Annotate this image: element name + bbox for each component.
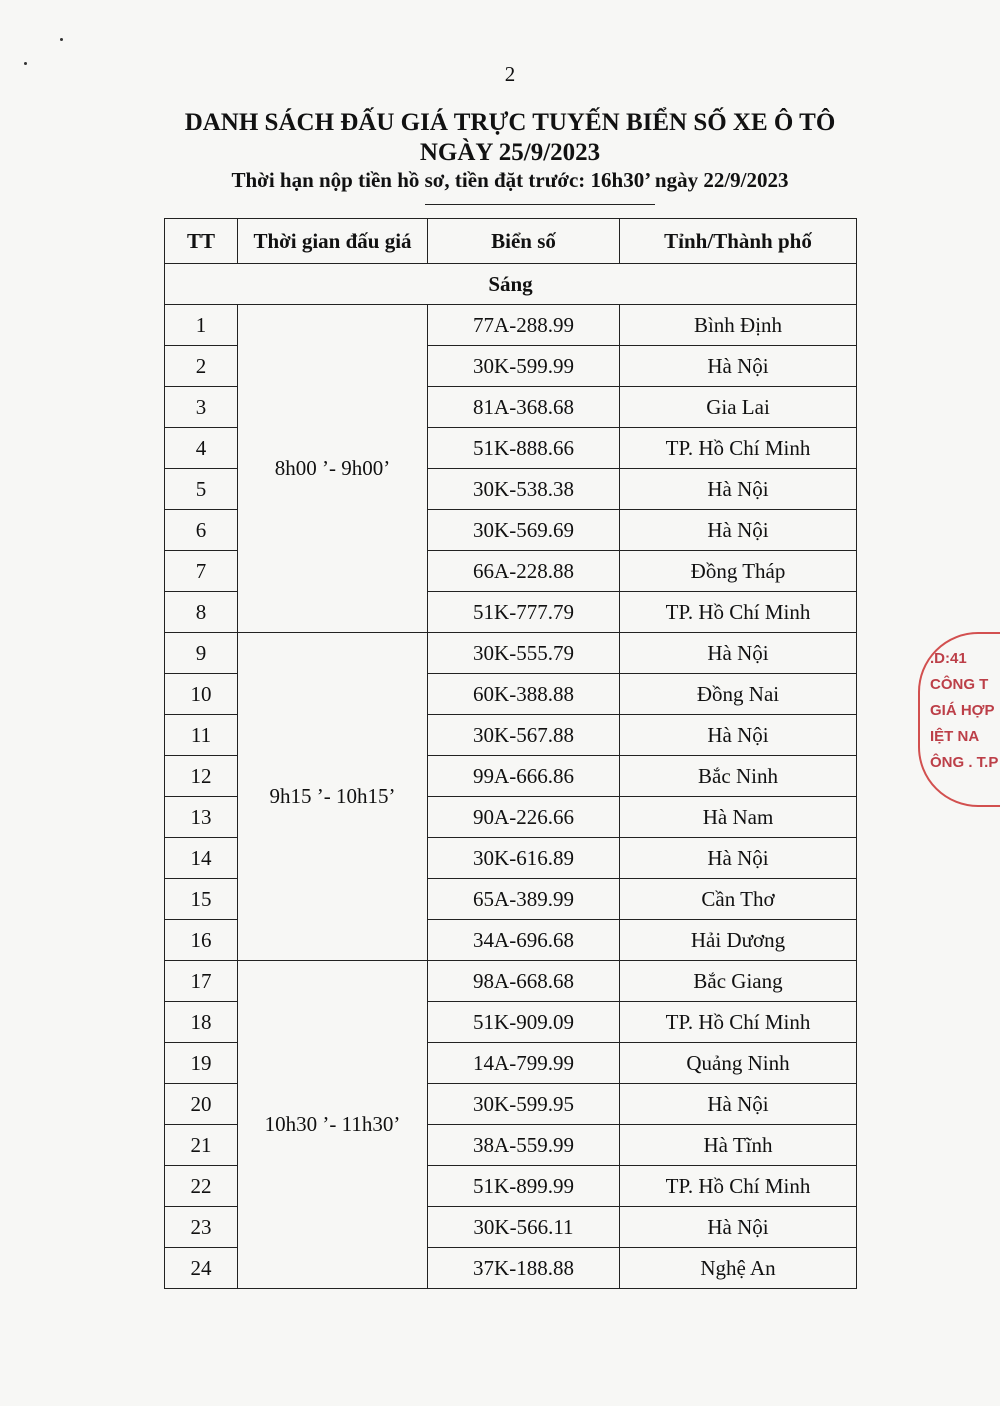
header-province: Tỉnh/Thành phố: [620, 219, 857, 264]
license-plate: 98A-668.68: [428, 961, 620, 1002]
license-plate: 38A-559.99: [428, 1125, 620, 1166]
row-number: 11: [165, 715, 238, 756]
license-plate: 37K-188.88: [428, 1248, 620, 1289]
header-plate: Biển số: [428, 219, 620, 264]
time-slot: 10h30 ’- 11h30’: [238, 961, 428, 1289]
row-number: 3: [165, 387, 238, 428]
row-number: 2: [165, 346, 238, 387]
license-plate: 30K-566.11: [428, 1207, 620, 1248]
document-subtitle: Thời hạn nộp tiền hồ sơ, tiền đặt trước: 16h30’ ngày 22/9/2023: [231, 168, 789, 192]
province: TP. Hồ Chí Minh: [620, 592, 857, 633]
row-number: 1: [165, 305, 238, 346]
title-divider: [425, 204, 655, 205]
row-number: 13: [165, 797, 238, 838]
province: Hà Nội: [620, 633, 857, 674]
row-number: 12: [165, 756, 238, 797]
row-number: 19: [165, 1043, 238, 1084]
table-row: [165, 305, 857, 346]
province: Bắc Giang: [620, 961, 857, 1002]
row-number: 23: [165, 1207, 238, 1248]
license-plate: 99A-666.86: [428, 756, 620, 797]
row-number: 18: [165, 1002, 238, 1043]
license-plate: 30K-599.99: [428, 346, 620, 387]
province: Quảng Ninh: [620, 1043, 857, 1084]
province: Hà Nội: [620, 838, 857, 879]
province: Nghệ An: [620, 1248, 857, 1289]
province: Hà Nội: [620, 510, 857, 551]
license-plate: 90A-226.66: [428, 797, 620, 838]
license-plate: 30K-616.89: [428, 838, 620, 879]
license-plate: 51K-777.79: [428, 592, 620, 633]
page-number: 2: [504, 62, 516, 86]
row-number: 15: [165, 879, 238, 920]
row-number: 16: [165, 920, 238, 961]
row-number: 5: [165, 469, 238, 510]
license-plate: 30K-599.95: [428, 1084, 620, 1125]
province: Hà Nội: [620, 1084, 857, 1125]
row-number: 14: [165, 838, 238, 879]
table-row: [165, 961, 857, 1002]
license-plate: 66A-228.88: [428, 551, 620, 592]
session-row: [165, 264, 857, 305]
row-number: 17: [165, 961, 238, 1002]
row-number: 20: [165, 1084, 238, 1125]
title-line-1: DANH SÁCH ĐẤU GIÁ TRỰC TUYẾN BIỂN SỐ XE Ô TÔ: [184, 109, 836, 136]
header-time: Thời gian đấu giá: [238, 219, 428, 264]
time-slot: 9h15 ’- 10h15’: [238, 633, 428, 961]
table-body: [165, 264, 857, 1289]
row-number: 24: [165, 1248, 238, 1289]
license-plate: 34A-696.68: [428, 920, 620, 961]
province: Hải Dương: [620, 920, 857, 961]
auction-table: [164, 218, 857, 1289]
document-title: [0, 108, 1000, 168]
license-plate: 30K-567.88: [428, 715, 620, 756]
row-number: 6: [165, 510, 238, 551]
scan-speck: [60, 38, 63, 41]
session-label: Sáng: [165, 264, 857, 305]
header-tt: TT: [165, 219, 238, 264]
row-number: 8: [165, 592, 238, 633]
stamp-line: IỆT NA: [930, 728, 980, 745]
time-slot: 8h00 ’- 9h00’: [238, 305, 428, 633]
license-plate: 65A-389.99: [428, 879, 620, 920]
province: Hà Nội: [620, 715, 857, 756]
province: Đồng Tháp: [620, 551, 857, 592]
license-plate: 51K-899.99: [428, 1166, 620, 1207]
row-number: 21: [165, 1125, 238, 1166]
province: Gia Lai: [620, 387, 857, 428]
stamp-line: ÔNG . T.P: [930, 754, 999, 771]
license-plate: 30K-538.38: [428, 469, 620, 510]
province: TP. Hồ Chí Minh: [620, 1166, 857, 1207]
province: Đồng Nai: [620, 674, 857, 715]
red-seal-stamp: [918, 632, 1000, 807]
province: Bình Định: [620, 305, 857, 346]
row-number: 7: [165, 551, 238, 592]
table-header-row: [165, 219, 857, 264]
row-number: 4: [165, 428, 238, 469]
license-plate: 77A-288.99: [428, 305, 620, 346]
province: Hà Nội: [620, 469, 857, 510]
row-number: 9: [165, 633, 238, 674]
license-plate: 30K-569.69: [428, 510, 620, 551]
province: Hà Nam: [620, 797, 857, 838]
title-line-2: NGÀY 25/9/2023: [419, 139, 601, 166]
license-plate: 81A-368.68: [428, 387, 620, 428]
province: Hà Tĩnh: [620, 1125, 857, 1166]
province: Cần Thơ: [620, 879, 857, 920]
license-plate: 51K-909.09: [428, 1002, 620, 1043]
row-number: 10: [165, 674, 238, 715]
license-plate: 51K-888.66: [428, 428, 620, 469]
province: Bắc Ninh: [620, 756, 857, 797]
stamp-line: .D:41: [930, 650, 967, 667]
province: Hà Nội: [620, 1207, 857, 1248]
province: Hà Nội: [620, 346, 857, 387]
stamp-line: CÔNG T: [930, 676, 989, 693]
table-row: [165, 633, 857, 674]
province: TP. Hồ Chí Minh: [620, 428, 857, 469]
stamp-line: GIÁ HỢP: [930, 702, 995, 719]
row-number: 22: [165, 1166, 238, 1207]
license-plate: 14A-799.99: [428, 1043, 620, 1084]
license-plate: 60K-388.88: [428, 674, 620, 715]
province: TP. Hồ Chí Minh: [620, 1002, 857, 1043]
license-plate: 30K-555.79: [428, 633, 620, 674]
